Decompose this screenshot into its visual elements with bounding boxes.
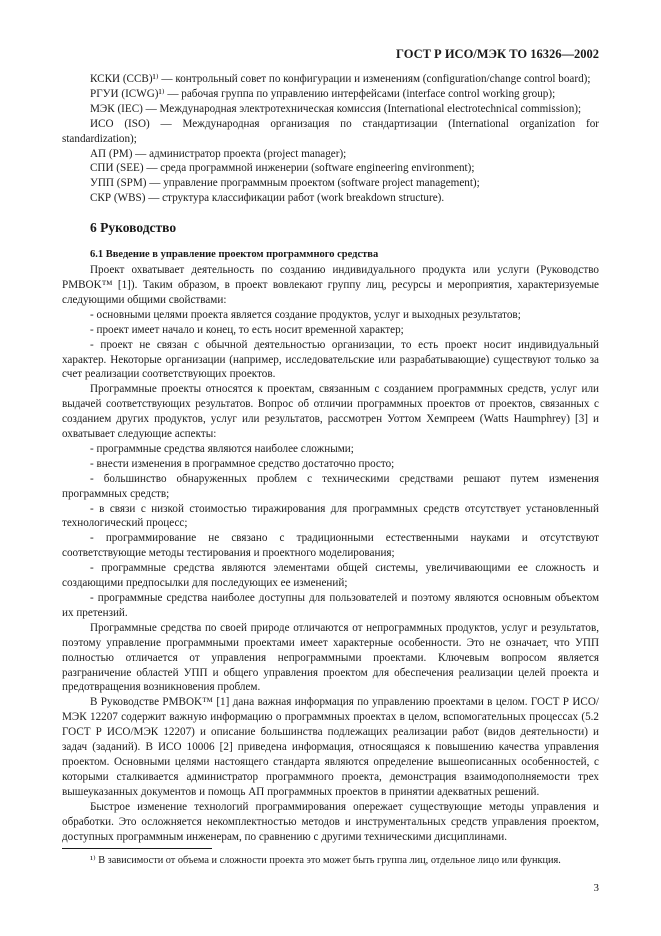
abbreviation-list	[62, 72, 599, 206]
abbreviation-item: УПП (SPM) — управление программным проектом (software project management);	[90, 177, 480, 190]
abbreviation-item: КСКИ (ССВ)¹⁾ — контрольный совет по конфигурации и изменениям (configuration/change control board);	[90, 73, 591, 85]
list-item: - большинство обнаруженных проблем с техническими средствами решают путем изменения программных средств;	[62, 472, 599, 500]
list-item: - внести изменения в программное средство достаточно просто;	[90, 457, 395, 470]
list-item: - проект имеет начало и конец, то есть носит временной характер;	[90, 323, 404, 336]
footnote: ¹⁾ В зависимости от объема и сложности проекта это может быть группа лиц, отдельное лицо или функция.	[90, 855, 561, 867]
footnote-divider	[62, 848, 212, 849]
page-body	[62, 72, 599, 868]
abbreviation-item: АП (PM) — администратор проекта (project manager);	[90, 147, 347, 160]
list-item: - программные средства являются элементами общей системы, увеличивающими ее сложность и создающими предпосылки для последующих ее изменений;	[62, 562, 599, 590]
paragraph: Быстрое изменение технологий программирования опережает существующие методы управления и обработки. Это осложняется некомплектностью методов и инструментальных средств управления проектом, доступных программным инженерам, по сравнению с другими техническими дисциплинами.	[62, 800, 599, 843]
paragraph: Проект охватывает деятельность по созданию индивидуального продукта или услуги (Руководство PMBOK™ [1]). Таким образом, в проект вовлекают группу лиц, ресурсы и мероприятия, характеризуемые следующими общими свойствами:	[62, 264, 599, 306]
paragraph: В Руководстве PMBOK™ [1] дана важная информация по управлению проектами в целом. ГОСТ Р ИСО/МЭК 12207 содержит важную информацию о программных проектах в целом, вспомогательных процессах (5.2 ГОСТ Р ИСО/МЭК 12207) и описание большинства подлежащих реализации работ (видов деятельности) и задач (заданий). В ИСО 10006 [2] приведена информация, относящаяся к повышению качества управления проектом. Основными целями настоящего стандарта являются определение вышеописанных особенностей, с которыми сталкивается администратор программного проекта, демонстрация взаимодополняемости трех вышеуказанных документов и помощь АП программных проектов в принятии адекватных решений.	[62, 696, 599, 798]
list-item: - программные средства наиболее доступны для пользователей и поэтому являются основным объектом их претензий.	[62, 592, 599, 619]
subsection-heading: 6.1 Введение в управление проектом программного средства	[90, 249, 379, 261]
list-item: - основными целями проекта является создание продуктов, услуг и выходных результатов;	[90, 308, 521, 321]
list-item: - программные средства являются наиболее сложными;	[90, 442, 354, 455]
abbreviation-item: ИСО (ISO) — Международная организация по стандартизации (International organization for standardization);	[62, 117, 599, 145]
paragraph: Программные проекты относятся к проектам, связанным с созданием программных средств, услуг или выдачей соответствующих результатов. Вопрос об отличии программных проектов от проектов, связанных с созданием других продуктов, услуг или результатов, рассмотрен Уоттом Хемпреем (Watts Haumphrey) [3] и охватывает следующие аспекты:	[62, 383, 599, 441]
page-number: 3	[593, 882, 599, 894]
abbreviation-item: МЭК (IEC) — Международная электротехническая комиссия (International electrotechnical commission);	[90, 102, 582, 115]
list-item: - программирование не связано с традиционными естественными науками и отсутствуют соответствующие методы тестирования и проектного моделирования;	[62, 532, 599, 560]
paragraph: Программные средства по своей природе отличаются от непрограммных продуктов, услуг и результатов, поэтому управление программными проектами имеет характерные особенности. Это не означает, что УПП полностью отличается от управления непрограммными проектами. Ключевым вопросом является разграничение областей УПП и общего управления проектом для обеспечения реализации целей проекта и предотвращения возникновения проблем.	[62, 621, 599, 694]
list-item: - в связи с низкой стоимостью тиражирования для программных средств отсутствует установленный технологический процесс;	[62, 502, 599, 530]
list-item: - проект не связан с обычной деятельностью организации, то есть проект носит индивидуальный характер. Некоторые организации (например, исследовательские или разрабатывающие) существуют только за счет реализации соответствующих проектов.	[62, 338, 599, 381]
abbreviation-item: СКР (WBS) — структура классификации работ (work breakdown structure).	[90, 192, 445, 205]
abbreviation-item: РГУИ (ICWG)¹⁾ — рабочая группа по управлению интерфейсами (interface control working group);	[90, 87, 556, 100]
section-heading: 6 Руководство	[90, 220, 177, 236]
document-header: ГОСТ Р ИСО/МЭК ТО 16326—2002	[396, 47, 599, 61]
abbreviation-item: СПИ (SEE) — среда программной инженерии (software engineering environment);	[90, 162, 475, 175]
